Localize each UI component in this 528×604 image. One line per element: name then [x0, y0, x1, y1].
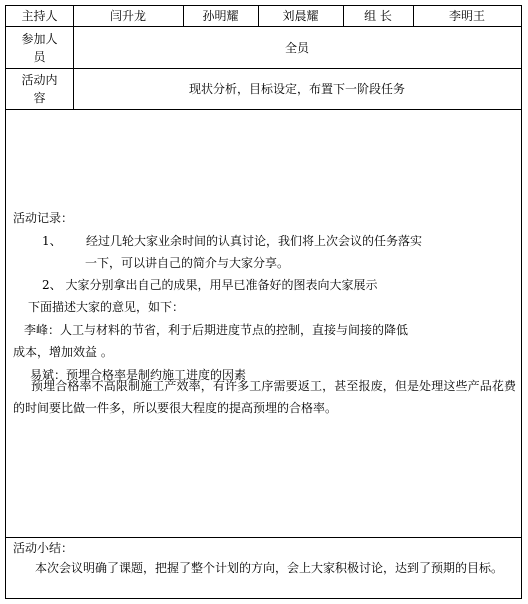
summary-title: 活动小结： — [13, 541, 74, 555]
participants-label-line2: 员 — [33, 49, 46, 64]
participants-label-line1: 参加人 — [21, 31, 58, 46]
participants-value: 全员 — [284, 40, 309, 55]
activity-content-value: 现状分析，目标设定，布置下一阶段任务 — [188, 82, 405, 96]
record-item-2: 2、 大家分别拿出自己的成果，用早已准备好的图表向大家展示 — [42, 278, 378, 292]
record-item-1-number: 1、 — [42, 234, 62, 248]
group-leader-label: 组 长 — [364, 9, 392, 23]
records-title: 活动记录： — [13, 211, 74, 225]
host-name-2: 孙明耀 — [202, 9, 239, 23]
opinion-1-line2: 成本，增加效益 。 — [13, 345, 113, 359]
opinion-1-line1: 李峰：人工与材料的节省，利于后期进度节点的控制，直接与间接的降低 — [24, 323, 409, 337]
records-intro: 下面描述大家的意见，如下： — [28, 300, 185, 314]
row-divider — [6, 537, 521, 538]
activity-content-label-line1: 活动内 — [21, 73, 58, 87]
activity-content-label-line2: 容 — [33, 91, 46, 105]
opinion-2: 易斌：预埋合格率是制约施工进度的因素 — [30, 368, 247, 382]
summary-text: 本次会议明确了课题，把握了整个计划的方向，会上大家积极讨论，达到了预期的目标。 — [35, 561, 504, 575]
row-divider — [6, 109, 521, 110]
record-item-1-line1: 经过几轮大家业余时间的认真讨论，我们将上次会议的任务落实 — [86, 234, 423, 248]
record-item-1-line2: 一下，可以讲自己的简介与大家分享。 — [85, 256, 290, 270]
participants-label — [6, 27, 73, 68]
group-leader-name: 李明王 — [448, 9, 485, 23]
activity-content-label — [6, 69, 73, 109]
host-label: 主持人 — [21, 9, 58, 23]
records-paragraph: 预埋合格率不高限制施工产效率，有许多工序需要返工，甚至报废，但是处理这些产品花费的时间要比做一件多，所以要很大程度的提高预埋的合格率。 — [13, 379, 516, 415]
meeting-record-form — [5, 5, 522, 599]
host-name-1: 闫升龙 — [109, 9, 146, 23]
host-name-3: 刘晨耀 — [282, 9, 319, 23]
